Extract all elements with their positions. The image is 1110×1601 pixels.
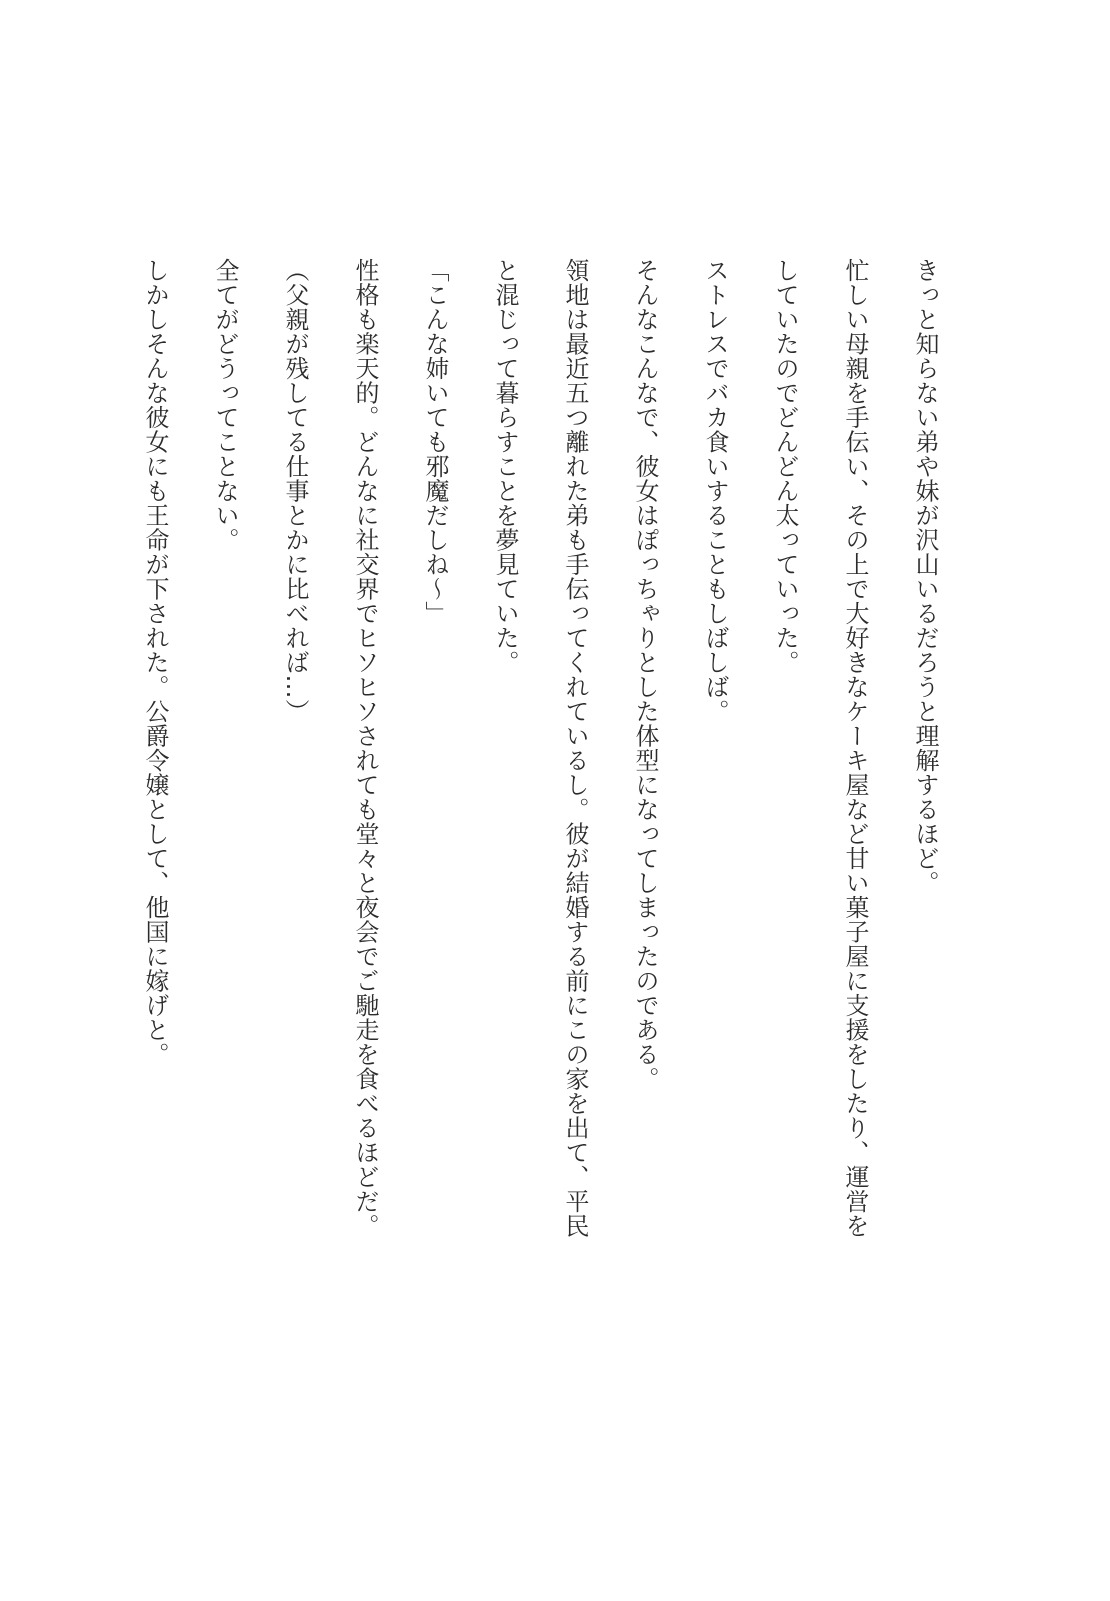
text-line: 領地は最近五つ離れた弟も手伝ってくれているし。彼が結婚する前にこの家を出て、平民 xyxy=(561,258,589,1238)
text-line: そんなこんなで、彼女はぽっちゃりとした体型になってしまったのである。 xyxy=(631,258,659,1091)
text-line: と混じって暮らすことを夢見ていた。 xyxy=(491,258,519,675)
text-line: していたのでどんどん太っていった。 xyxy=(771,258,799,675)
text-line: 全てがどうってことない。 xyxy=(211,258,239,552)
text-line: 忙しい母親を手伝い、その上で大好きなケーキ屋など甘い菓子屋に支援をしたり、運営を xyxy=(841,258,869,1238)
text-line: 性格も楽天的。どんなに社交界でヒソヒソされても堂々と夜会でご馳走を食べるほどだ。 xyxy=(351,258,379,1238)
text-line: ストレスでバカ食いすることもしばしば。 xyxy=(701,258,729,724)
text-line: きっと知らない弟や妹が沢山いるだろうと理解するほど。 xyxy=(911,258,939,895)
vertical-text-body xyxy=(120,258,960,1458)
text-line: 「こんな姉いても邪魔だしね～」 xyxy=(421,258,449,626)
text-line: しかしそんな彼女にも王命が下された。公爵令嬢として、他国に嫁げと。 xyxy=(141,258,169,1067)
text-line: （父親が残してる仕事とかに比べれば…） xyxy=(281,258,309,724)
